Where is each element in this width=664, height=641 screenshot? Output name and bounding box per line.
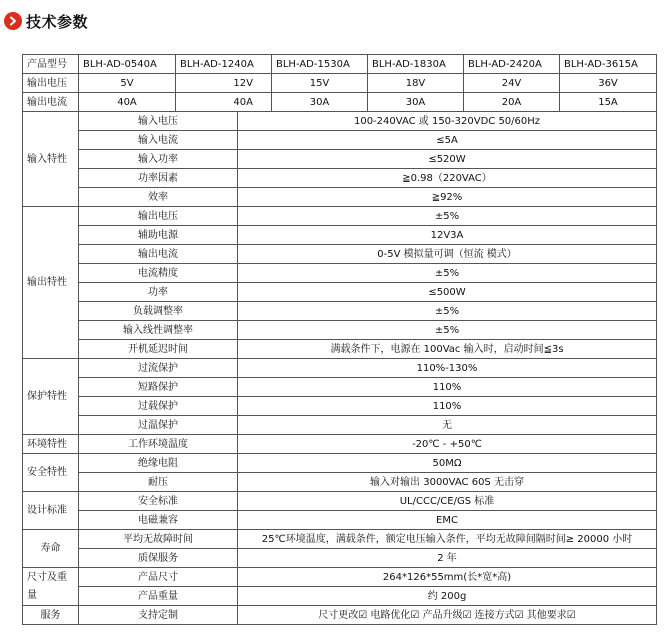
param-label: 输入功率 bbox=[79, 150, 238, 169]
table-row bbox=[23, 112, 657, 131]
model-name: BLH-AD-1240A bbox=[176, 55, 272, 74]
param-value: EMC bbox=[238, 511, 657, 530]
param-label: 输入电压 bbox=[79, 112, 238, 131]
section-header bbox=[4, 8, 88, 34]
table-row bbox=[23, 359, 657, 378]
param-label: 辅助电源 bbox=[79, 226, 238, 245]
table-cell: 40A bbox=[79, 93, 176, 112]
table-row bbox=[23, 55, 657, 74]
param-label: 质保服务 bbox=[79, 549, 238, 568]
param-value: ±5% bbox=[238, 207, 657, 226]
param-label: 短路保护 bbox=[79, 378, 238, 397]
param-value: 110%-130% bbox=[238, 359, 657, 378]
param-label: 效率 bbox=[79, 188, 238, 207]
param-value: 110% bbox=[238, 397, 657, 416]
table-cell: 36V bbox=[560, 74, 657, 93]
model-name: BLH-AD-3615A bbox=[560, 55, 657, 74]
table-row bbox=[23, 264, 657, 283]
table-cell: 24V bbox=[464, 74, 560, 93]
table-row bbox=[23, 454, 657, 473]
table-row bbox=[23, 549, 657, 568]
category-service: 服务 bbox=[23, 606, 79, 625]
param-label: 安全标准 bbox=[79, 492, 238, 511]
row-label: 输出电压 bbox=[23, 74, 79, 93]
table-row bbox=[23, 321, 657, 340]
model-name: BLH-AD-0540A bbox=[79, 55, 176, 74]
spec-table bbox=[22, 54, 657, 625]
category-life: 寿命 bbox=[23, 530, 79, 568]
table-row bbox=[23, 530, 657, 549]
category-protection: 保护特性 bbox=[23, 359, 79, 435]
param-label: 负载调整率 bbox=[79, 302, 238, 321]
param-label: 输入电流 bbox=[79, 131, 238, 150]
param-value: ±5% bbox=[238, 264, 657, 283]
table-row bbox=[23, 302, 657, 321]
table-row bbox=[23, 492, 657, 511]
param-value: ≧92% bbox=[238, 188, 657, 207]
param-label: 产品重量 bbox=[79, 587, 238, 606]
table-row bbox=[23, 93, 657, 112]
param-value: 输入对输出 3000VAC 60S 无击穿 bbox=[238, 473, 657, 492]
table-row bbox=[23, 74, 657, 93]
param-label: 耐压 bbox=[79, 473, 238, 492]
table-cell: 18V bbox=[368, 74, 464, 93]
table-cell: 30A bbox=[272, 93, 368, 112]
table-row bbox=[23, 340, 657, 359]
param-label: 开机延迟时间 bbox=[79, 340, 238, 359]
param-value: ≤5A bbox=[238, 131, 657, 150]
model-label: 产品型号 bbox=[23, 55, 79, 74]
category-size: 尺寸及重量 bbox=[23, 568, 79, 606]
param-value: 无 bbox=[238, 416, 657, 435]
table-row bbox=[23, 606, 657, 625]
table-row bbox=[23, 416, 657, 435]
param-value: -20℃ - +50℃ bbox=[238, 435, 657, 454]
table-row bbox=[23, 283, 657, 302]
param-label: 功率 bbox=[79, 283, 238, 302]
param-label: 输出电流 bbox=[79, 245, 238, 264]
model-name: BLH-AD-1830A bbox=[368, 55, 464, 74]
param-label: 电流精度 bbox=[79, 264, 238, 283]
row-label: 输出电流 bbox=[23, 93, 79, 112]
table-row bbox=[23, 131, 657, 150]
param-label: 平均无故障时间 bbox=[79, 530, 238, 549]
table-row bbox=[23, 245, 657, 264]
table-cell: 5V bbox=[79, 74, 176, 93]
param-value: 尺寸更改☑ 电路优化☑ 产品升级☑ 连接方式☑ 其他要求☑ bbox=[238, 606, 657, 625]
param-label: 工作环境温度 bbox=[79, 435, 238, 454]
table-row bbox=[23, 188, 657, 207]
table-row bbox=[23, 378, 657, 397]
param-label: 功率因素 bbox=[79, 169, 238, 188]
chevron-right-icon bbox=[4, 12, 22, 30]
param-value: ±5% bbox=[238, 302, 657, 321]
param-value: 2 年 bbox=[238, 549, 657, 568]
category-safety: 安全特性 bbox=[23, 454, 79, 492]
param-label: 过载保护 bbox=[79, 397, 238, 416]
param-value: ≤520W bbox=[238, 150, 657, 169]
param-value: 约 200g bbox=[238, 587, 657, 606]
param-value: 110% bbox=[238, 378, 657, 397]
table-row bbox=[23, 568, 657, 587]
category-input: 输入特性 bbox=[23, 112, 79, 207]
table-row bbox=[23, 435, 657, 454]
param-label: 过温保护 bbox=[79, 416, 238, 435]
param-label: 绝缘电阻 bbox=[79, 454, 238, 473]
param-label: 产品尺寸 bbox=[79, 568, 238, 587]
table-row bbox=[23, 150, 657, 169]
table-cell: 12V bbox=[176, 74, 272, 93]
param-value: 264*126*55mm(长*宽*高) bbox=[238, 568, 657, 587]
param-value: UL/CCC/CE/GS 标准 bbox=[238, 492, 657, 511]
param-value: ±5% bbox=[238, 321, 657, 340]
page-title: 技术参数 bbox=[26, 12, 89, 31]
param-value: ≤500W bbox=[238, 283, 657, 302]
table-cell: 40A bbox=[176, 93, 272, 112]
model-name: BLH-AD-1530A bbox=[272, 55, 368, 74]
param-value: 25℃环境温度，满载条件，额定电压输入条件，平均无故障间隔时间≥ 20000 小时 bbox=[238, 530, 657, 549]
param-label: 输出电压 bbox=[79, 207, 238, 226]
param-value: 满载条件下，电源在 100Vac 输入时，启动时间≦3s bbox=[238, 340, 657, 359]
table-row bbox=[23, 587, 657, 606]
model-name: BLH-AD-2420A bbox=[464, 55, 560, 74]
table-row bbox=[23, 207, 657, 226]
table-cell: 15V bbox=[272, 74, 368, 93]
param-value: ≧0.98（220VAC） bbox=[238, 169, 657, 188]
table-cell: 30A bbox=[368, 93, 464, 112]
table-cell: 15A bbox=[560, 93, 657, 112]
param-label: 过流保护 bbox=[79, 359, 238, 378]
param-label: 输入线性调整率 bbox=[79, 321, 238, 340]
category-environment: 环境特性 bbox=[23, 435, 79, 454]
param-label: 电磁兼容 bbox=[79, 511, 238, 530]
table-row bbox=[23, 473, 657, 492]
param-value: 100-240VAC 或 150-320VDC 50/60Hz bbox=[238, 112, 657, 131]
table-row bbox=[23, 511, 657, 530]
table-row bbox=[23, 397, 657, 416]
table-row bbox=[23, 169, 657, 188]
param-label: 支持定制 bbox=[79, 606, 238, 625]
table-cell: 20A bbox=[464, 93, 560, 112]
param-value: 0-5V 模拟量可调（恒流 模式） bbox=[238, 245, 657, 264]
param-value: 12V3A bbox=[238, 226, 657, 245]
category-design: 设计标准 bbox=[23, 492, 79, 530]
category-output: 输出特性 bbox=[23, 207, 79, 359]
param-value: 50MΩ bbox=[238, 454, 657, 473]
table-row bbox=[23, 226, 657, 245]
